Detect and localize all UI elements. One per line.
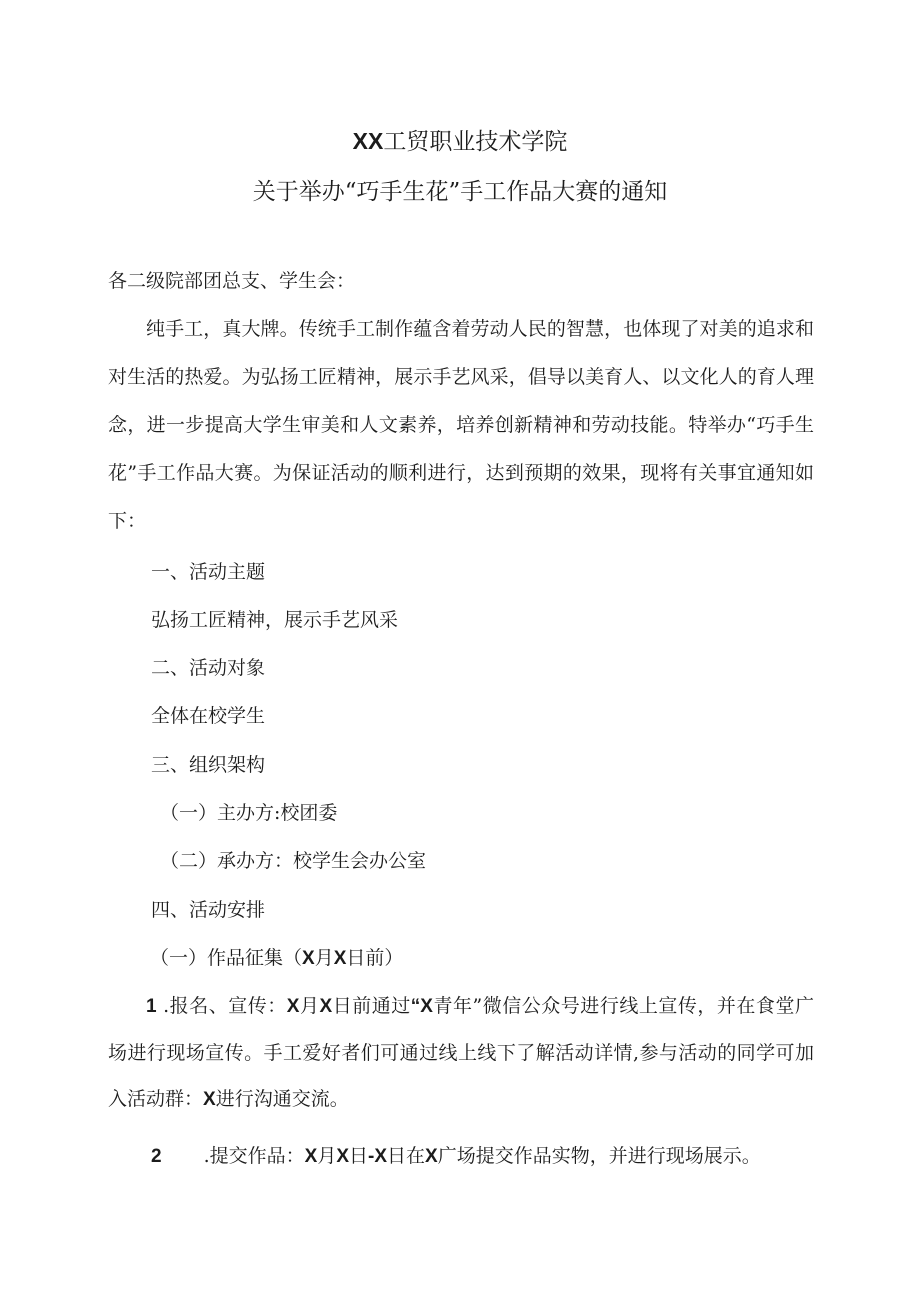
item-2-number: 2 bbox=[151, 1146, 162, 1167]
section-2-body: 全体在校学生 bbox=[151, 705, 266, 727]
school-name: 工贸职业技术学院 bbox=[383, 129, 568, 155]
section-3-item-2: （二）承办方：校学生会办公室 bbox=[160, 850, 427, 872]
intro-paragraph: 纯手工，真大牌。传统手工制作蕴含着劳动人民的智慧，也体现了对美的追求和对生活的热爱。为弘扬工匠精神，展示手艺风采，倡导以美育人、以文化人的育人理念，进一步提高大学生审美和人文素养，培养创新精神和劳动技能。特举办“巧手生花”手工作品大赛。为保证活动的顺利进行，达到预期的效果，现将有关事宜通知如下： bbox=[108, 318, 814, 532]
item-1-number: 1 bbox=[146, 996, 157, 1017]
section-1-heading: 一、活动主题 bbox=[151, 561, 266, 583]
document-title bbox=[0, 126, 920, 157]
salutation: 各二级院部团总支、学生会： bbox=[108, 270, 356, 292]
section-3-heading: 三、组织架构 bbox=[151, 754, 266, 776]
section-4-heading: 四、活动安排 bbox=[151, 899, 266, 921]
arrangement-item-1: 1 .报名、宣传：X月X日前通过“X青年”微信公众号进行线上宣传，并在食堂广场进行现场宣传。手工爱好者们可通过线上线下了解活动详情,参与活动的同学可加入活动群：X进行沟通交流。 bbox=[108, 995, 814, 1110]
section-4-sub-1: （一）作品征集（X月X日前） bbox=[150, 947, 404, 969]
section-1-body: 弘扬工匠精神，展示手艺风采 bbox=[151, 609, 399, 631]
section-3-item-1: （一）主办方:校团委 bbox=[160, 802, 338, 824]
school-name-prefix: XX bbox=[352, 128, 384, 154]
document-subtitle: 关于举办“巧手生花”手工作品大赛的通知 bbox=[252, 179, 668, 205]
arrangement-item-2: 2 .提交作品：X月X日-X日在X广场提交作品实物，并进行现场展示。 bbox=[151, 1145, 761, 1167]
section-2-heading: 二、活动对象 bbox=[151, 657, 266, 679]
